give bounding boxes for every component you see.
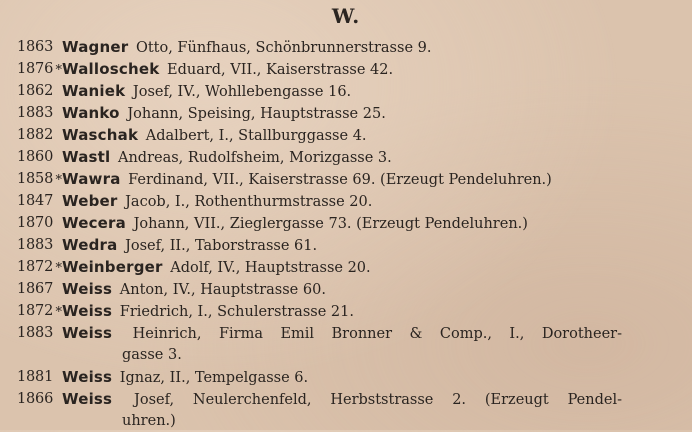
list-item <box>0 80 692 102</box>
entry-continuation: gasse 3. <box>122 347 182 363</box>
entry-list <box>0 36 692 432</box>
entry-text <box>62 146 392 169</box>
entry-surname: Walloschek <box>62 60 160 78</box>
entry-details: Adolf, IV., Hauptstrasse 20. <box>170 260 371 276</box>
entry-details: Ignaz, II., Tempelgasse 6. <box>119 370 309 386</box>
entry-year: 1858 <box>17 171 54 187</box>
entry-details: Jacob, I., Rothenthurmstrasse 20. <box>125 194 373 210</box>
entry-star: * <box>55 173 62 188</box>
entry-text <box>62 124 367 147</box>
list-item <box>0 168 692 190</box>
list-item <box>0 212 692 234</box>
list-item <box>0 366 692 388</box>
entry-surname: Wedra <box>62 236 118 254</box>
entry-details: Josef, Neulerchenfeld, Herbststrasse 2. (Erzeugt Pendel- <box>134 392 622 408</box>
entry-details: Ferdinand, VII., Kaiserstrasse 69. (Erzeugt Pendeluhren.) <box>128 172 552 188</box>
entry-text <box>55 168 552 192</box>
list-item <box>0 190 692 212</box>
entry-details: Johann, Speising, Hauptstrasse 25. <box>127 106 386 122</box>
entry-year: 1867 <box>17 281 54 297</box>
entry-surname: Weiss <box>62 280 113 298</box>
entry-year: 1883 <box>17 105 54 121</box>
entry-year: 1882 <box>17 127 54 143</box>
entry-year: 1870 <box>17 215 54 231</box>
list-item <box>0 124 692 146</box>
entry-surname: Weiss <box>62 368 113 386</box>
entry-year: 1863 <box>17 39 54 55</box>
entry-year: 1860 <box>17 149 54 165</box>
list-item <box>0 388 692 432</box>
entry-text <box>62 36 431 59</box>
entry-continuation: uhren.) <box>122 413 176 429</box>
entry-year: 1866 <box>17 391 54 407</box>
entry-star: * <box>55 63 62 78</box>
list-item <box>0 146 692 168</box>
entry-text <box>62 80 351 103</box>
list-item <box>0 58 692 80</box>
entry-text <box>62 234 317 257</box>
entry-text <box>62 322 622 345</box>
entry-details: Josef, II., Taborstrasse 61. <box>125 238 318 254</box>
entry-year: 1847 <box>17 193 54 209</box>
entry-details: Andreas, Rudolfsheim, Morizgasse 3. <box>117 150 392 166</box>
entry-surname: Waniek <box>62 82 126 100</box>
entry-text <box>62 388 622 411</box>
entry-details: Johann, VII., Zieglergasse 73. (Erzeugt Pendeluhren.) <box>133 216 528 232</box>
entry-details: Josef, IV., Wohllebengasse 16. <box>132 84 352 100</box>
list-item <box>0 256 692 278</box>
entry-surname: Weber <box>62 192 118 210</box>
entry-details: Anton, IV., Hauptstrasse 60. <box>119 282 326 298</box>
entry-surname: Wecera <box>62 214 126 232</box>
section-letter-heading: W. <box>331 4 361 28</box>
entry-details: Otto, Fünfhaus, Schönbrunnerstrasse 9. <box>135 40 432 56</box>
entry-year: 1881 <box>17 369 54 385</box>
entry-year: 1862 <box>17 83 54 99</box>
list-item <box>0 102 692 124</box>
entry-surname: Weinberger <box>62 258 163 276</box>
entry-text <box>55 256 371 280</box>
entry-year: 1872 <box>17 303 54 319</box>
entry-text <box>55 300 354 324</box>
entry-text <box>62 190 372 213</box>
entry-year: 1883 <box>17 237 54 253</box>
entry-text <box>62 212 528 235</box>
entry-surname: Waschak <box>62 126 139 144</box>
entry-star: * <box>55 261 62 276</box>
entry-details: Heinrich, Firma Emil Bronner & Comp., I., Dorotheer- <box>132 326 622 342</box>
entry-year: 1872 <box>17 259 54 275</box>
entry-star: * <box>55 305 62 320</box>
list-item <box>0 278 692 300</box>
list-item <box>0 234 692 256</box>
entry-surname: Weiss <box>62 390 113 408</box>
entry-details: Friedrich, I., Schulerstrasse 21. <box>119 304 354 320</box>
entry-surname: Wawra <box>62 170 121 188</box>
entry-year: 1883 <box>17 325 54 341</box>
list-item <box>0 36 692 58</box>
entry-surname: Wastl <box>62 148 111 166</box>
list-item <box>0 300 692 322</box>
entry-surname: Weiss <box>62 324 113 342</box>
entry-surname: Weiss <box>62 302 113 320</box>
entry-details: Adalbert, I., Stallburggasse 4. <box>145 128 367 144</box>
entry-surname: Wagner <box>62 38 129 56</box>
list-item <box>0 322 692 366</box>
entry-year: 1876 <box>17 61 54 77</box>
entry-surname: Wanko <box>62 104 120 122</box>
entry-text <box>62 102 386 125</box>
entry-text <box>62 278 326 301</box>
entry-details: Eduard, VII., Kaiserstrasse 42. <box>166 62 394 78</box>
entry-text <box>55 58 394 82</box>
entry-text <box>62 366 308 389</box>
